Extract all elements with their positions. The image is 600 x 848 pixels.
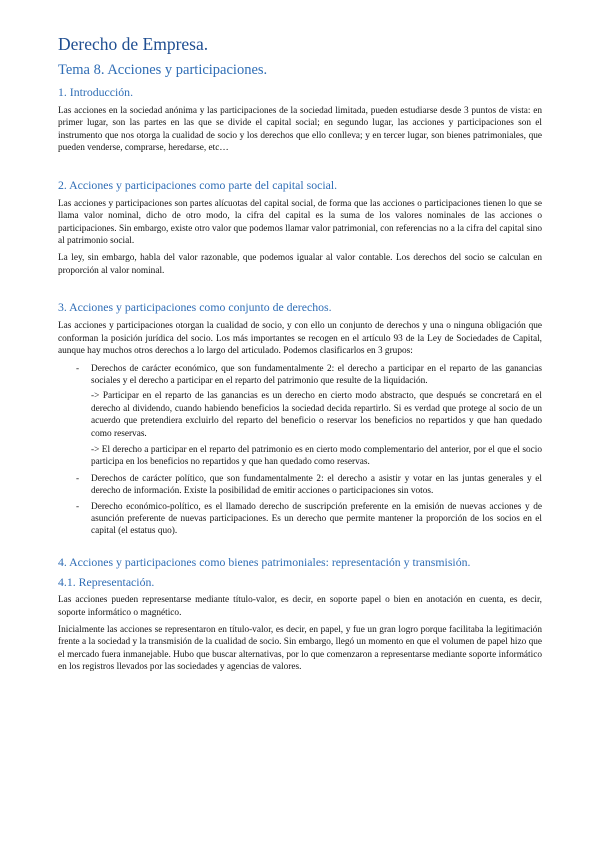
spacer [58,160,542,178]
rights-list [58,363,542,538]
list-item-economic-political-rights [58,501,542,538]
section-4-1-heading: 4.1. Representación. [58,574,155,589]
dash-bullet: - [76,501,80,512]
section-2-paragraph-1: Las acciones y participaciones son partes alícuotas del capital social, de forma que las acciones o participaciones tienen lo que se llama valor nominal, dicho de otro modo, la cifra del capital es la suma de los valores nominales de las acciones o participaciones. Sin embargo, existe otro valor que podemos llamar valor patrimonial, con referencias no a la cifra del capital sino al patrimonio social. [58,198,542,246]
list-item-political-rights [58,473,542,498]
list-subitem-ganancias: -> Participar en el reparto de las ganancias es un derecho en cierto modo abstracto, que después se concretará en el derecho al dividendo, cuando habiendo beneficios la sociedad decida repartirlo. Si es verdad que protege al socio de un acuerdo que pretendiera excluirlo del reparto del beneficio o reservar los beneficios no repartidos y que han quedado como reservas. [91,391,542,439]
dash-bullet: - [76,363,80,374]
list-item-economic-rights [58,363,542,469]
section-3-paragraph: Las acciones y participaciones otorgan la cualidad de socio, y con ello un conjunto de derechos y una o ninguna obligación que conforman la posición jurídica del socio. Los más importantes se recogen en el artículo 93 de la Ley de Sociedades de Capital, aunque hay muchos otros derechos a lo largo del articulado. Podemos clasificarlos en 3 grupos: [58,321,542,357]
spacer [58,542,542,555]
section-1-paragraph: Las acciones en la sociedad anónima y las participaciones de la sociedad limitada, pueden estudiarse desde 3 puntos de vista: en primer lugar, son las partes en las que se divide el capital social; en segundo lugar, las acciones y participaciones son el instrumento que nos otorga la cualidad de socio y los derechos que ello conlleva; y en tercer lugar, son bienes patrimoniales, que pueden venderse, comprarse, heredarse, etc… [58,105,542,154]
section-3-heading: 3. Acciones y participaciones como conjunto de derechos. [58,300,332,315]
dash-bullet: - [76,473,80,484]
list-item-text: Derecho económico-político, es el llamado derecho de suscripción preferente en la emisión de nuevas acciones y de asunción preferente de nuevas participaciones. Es un derecho que permite mantener la proporción de los socios en el capital (el estatus quo). [91,501,542,537]
spacer [58,282,542,300]
section-2-paragraph-2: La ley, sin embargo, habla del valor razonable, que podemos igualar al valor contable. Los derechos del socio se calculan en proporción al valor nominal. [58,253,542,276]
tema-title: Tema 8. Acciones y participaciones. [58,62,268,79]
section-2-heading: 2. Acciones y participaciones como parte del capital social. [58,177,338,192]
list-item-text: Derechos de carácter económico, que son fundamentalmente 2: el derecho a participar en el reparto de las ganancias sociales y el derecho a participar en el reparto del patrimonio que resulte de la liquidación. [91,363,542,386]
section-4-paragraph-2: Inicialmente las acciones se representaron en título-valor, es decir, en papel, y fue un gran logro porque facilitaba la legitimación frente a la sociedad y la transmisión de la cualidad de socio. Sin embargo, llegó un momento en que el volumen de papel hizo que el mercado fuera inmanejable. Hubo que buscar alternativas, por lo que comenzaron a representarse mediante soporte informático en los registros llevados por las sociedades y agencias de valores. [58,624,542,673]
list-item-text: Derechos de carácter político, que son fundamentalmente 2: el derecho a asistir y votar en las juntas generales y el derecho de información. Existe la posibilidad de emitir acciones o participaciones sin votos. [91,473,542,497]
document-title: Derecho de Empresa. [58,34,209,54]
list-subitem-patrimonio: -> El derecho a participar en el reparto del patrimonio es en cierto modo complementario del anterior, por el que el socio participa en los beneficios no repartidos y que han quedado como reservas. [91,444,542,468]
section-1-heading: 1. Introducción. [58,84,134,99]
section-4-heading: 4. Acciones y participaciones como bienes patrimoniales: representación y transmisión. [58,554,471,569]
section-4-paragraph-1: Las acciones pueden representarse mediante título-valor, es decir, en soporte papel o bien en anotación en cuenta, es decir, soporte informático o magnético. [58,595,542,618]
